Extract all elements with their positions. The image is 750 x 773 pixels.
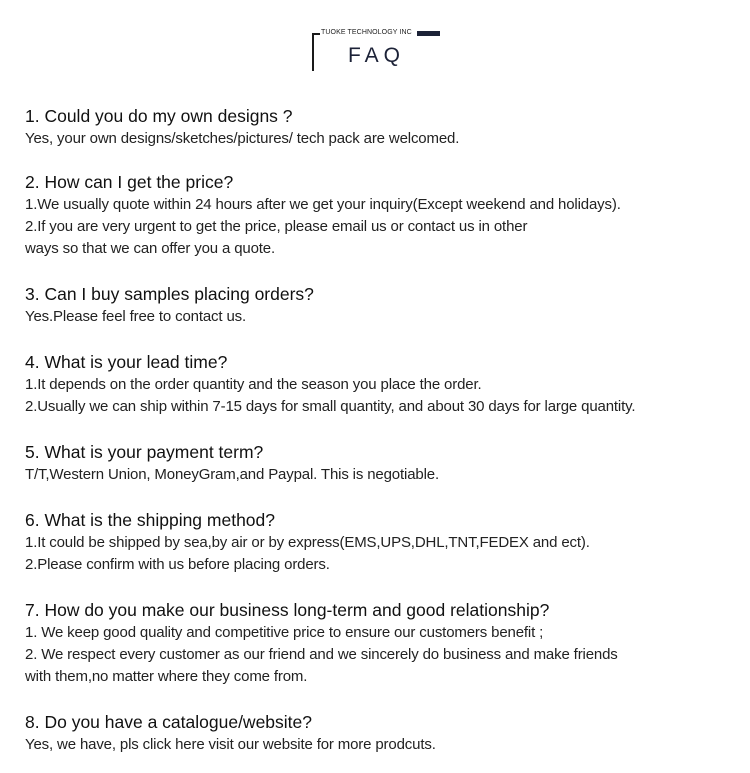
- faq-item-6: [25, 508, 745, 576]
- page-title: FAQ: [348, 44, 406, 67]
- faq-question: 3. Can I buy samples placing orders?: [25, 284, 314, 304]
- faq-answer-line: 2. We respect every customer as our friend and we sincerely do business and make friends: [25, 646, 618, 663]
- faq-header: [0, 0, 750, 80]
- faq-answer-line: 2.If you are very urgent to get the price, please email us or contact us in other: [25, 218, 528, 235]
- faq-question: 7. How do you make our business long-term and good relationship?: [25, 600, 550, 620]
- faq-question: 8. Do you have a catalogue/website?: [25, 712, 312, 732]
- faq-question: 2. How can I get the price?: [25, 172, 234, 192]
- faq-answer-line: Yes.Please feel free to contact us.: [25, 308, 247, 325]
- faq-question: 5. What is your payment term?: [25, 442, 264, 462]
- faq-question: 1. Could you do my own designs ?: [25, 106, 293, 126]
- accent-bar: [417, 31, 440, 36]
- faq-item-8: [25, 710, 745, 756]
- faq-item-4: [25, 350, 745, 418]
- bracket-decoration: [312, 33, 320, 71]
- faq-answer-line: 1.It depends on the order quantity and the season you place the order.: [25, 376, 482, 393]
- faq-answer-line: ways so that we can offer you a quote.: [25, 240, 276, 257]
- faq-item-2: [25, 170, 745, 260]
- faq-answer-line: 2.Please confirm with us before placing orders.: [25, 556, 330, 573]
- faq-question: 6. What is the shipping method?: [25, 510, 276, 530]
- faq-answer-line: 1.It could be shipped by sea,by air or by express(EMS,UPS,DHL,TNT,FEDEX and ect).: [25, 534, 590, 551]
- faq-answer-line: T/T,Western Union, MoneyGram,and Paypal. This is negotiable.: [25, 466, 439, 483]
- faq-item-7: [25, 598, 745, 688]
- faq-answer-line: Yes, your own designs/sketches/pictures/ tech pack are welcomed.: [25, 130, 460, 147]
- faq-answer-line: 1.We usually quote within 24 hours after we get your inquiry(Except weekend and holidays).: [25, 196, 621, 213]
- faq-answer-line: Yes, we have, pls click here visit our website for more prodcuts.: [25, 736, 436, 753]
- faq-item-5: [25, 440, 745, 486]
- faq-list: [25, 104, 745, 756]
- company-name: TUOKE TECHNOLOGY INC: [321, 29, 412, 36]
- faq-answer-line: with them,no matter where they come from.: [25, 668, 308, 685]
- faq-item-3: [25, 282, 745, 328]
- faq-answer-line: 2.Usually we can ship within 7-15 days for small quantity, and about 30 days for large quantity.: [25, 398, 636, 415]
- faq-question: 4. What is your lead time?: [25, 352, 228, 372]
- faq-item-1: [25, 104, 745, 150]
- faq-answer-line: 1. We keep good quality and competitive price to ensure our customers benefit ;: [25, 624, 544, 641]
